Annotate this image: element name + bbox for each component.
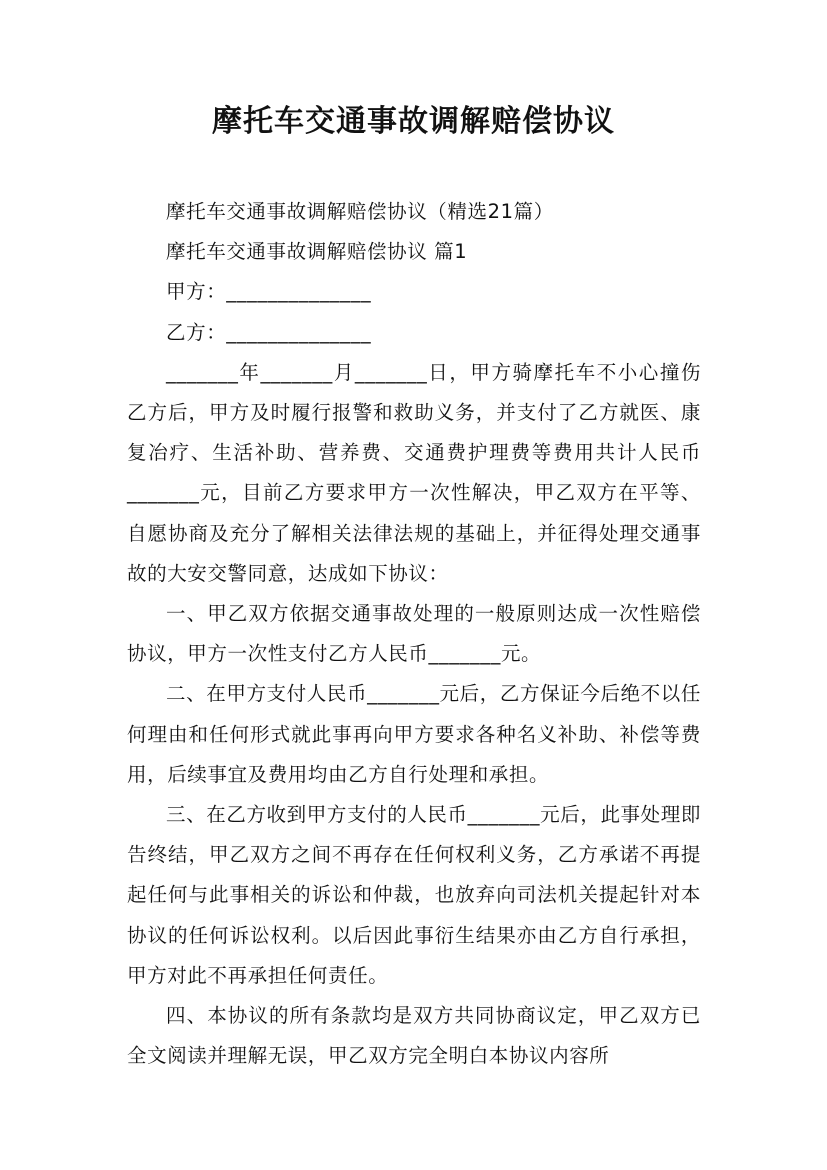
document-title: 摩托车交通事故调解赔偿协议: [212, 104, 615, 139]
clause-1-paragraph: 一、甲乙双方依据交通事故处理的一般原则达成一次性赔偿协议，甲方一次性支付乙方人民币_______元。: [127, 602, 701, 666]
party-a-line: 甲方：______________: [166, 280, 372, 304]
intro-paragraph: _______年_______月_______日，甲方骑摩托车不小心撞伤乙方后，甲方及时履行报警和救助义务，并支付了乙方就医、康复冶疗、生活补助、营养费、交通费护理费等费用共计人民币_______元，目前乙方要求甲方一次性解决，甲乙双方在平等、自愿协商及充分了解相关法律法规的基础上，并征得处理交通事故的大安交警同意，达成如下协议：: [127, 360, 701, 585]
clause-4-paragraph: 四、本协议的所有条款均是双方共同协商议定，甲乙双方已全文阅读并理解无误，甲乙双方完全明白本协议内容所: [127, 1004, 701, 1068]
section-heading: 摩托车交通事故调解赔偿协议 篇1: [166, 240, 468, 264]
document-subtitle: 摩托车交通事故调解赔偿协议（精选21篇）: [166, 200, 554, 223]
document-body: [127, 192, 701, 1076]
party-b-line: 乙方：______________: [166, 320, 372, 344]
clause-3-paragraph: 三、在乙方收到甲方支付的人民币_______元后，此事处理即告终结，甲乙双方之间不再存在任何权利义务，乙方承诺不再提起任何与此事相关的诉讼和仲裁，也放弃向司法机关提起针对本协议的任何诉讼权利。以后因此事衍生结果亦由乙方自行承担，甲方对此不再承担任何责任。: [127, 803, 701, 987]
clause-2-paragraph: 二、在甲方支付人民币_______元后，乙方保证今后绝不以任何理由和任何形式就此事再向甲方要求各种名义补助、补偿等费用，后续事宜及费用均由乙方自行处理和承担。: [127, 682, 701, 786]
